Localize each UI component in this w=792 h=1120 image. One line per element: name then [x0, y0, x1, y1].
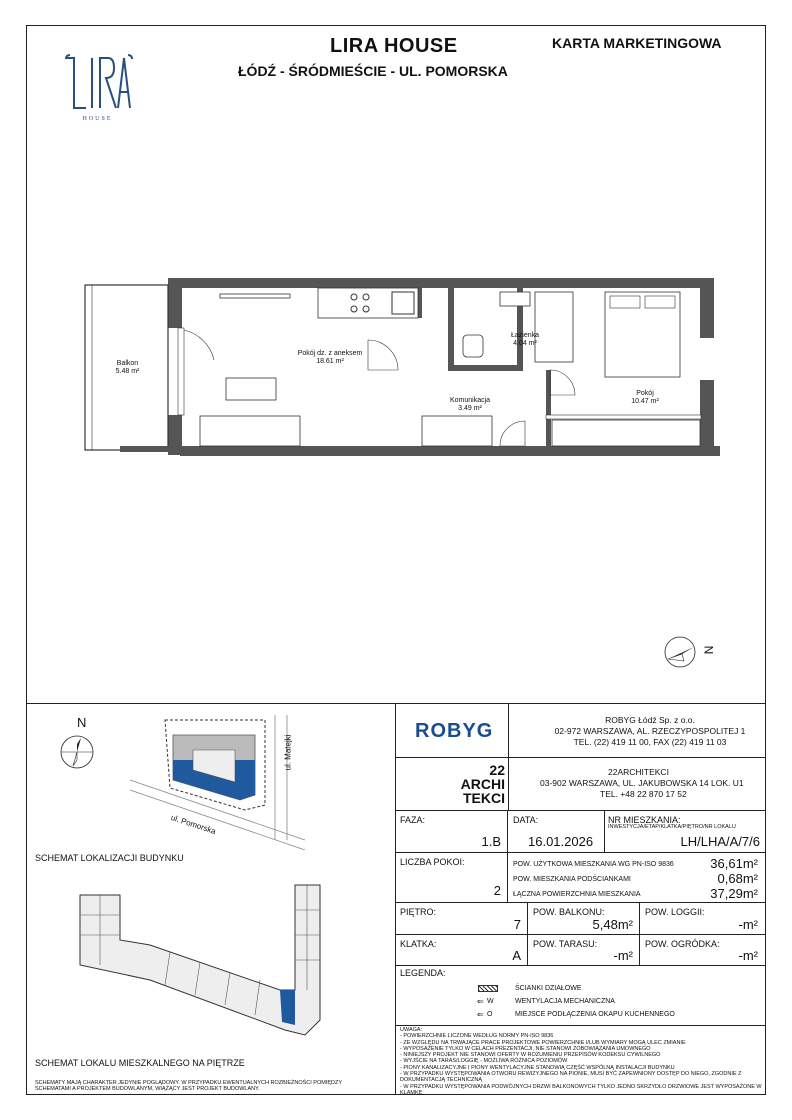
note-line: - WYJŚCIE NA TARAS/LOGGIĘ - MOŻLIWA RÓŻNICA POZIOMÓW — [400, 1058, 568, 1065]
room-balkon-area: 5.48 m² — [115, 368, 140, 375]
note-line: - WYPOSAŻENIE TYLKO W CELACH PREZENTACJI, NIE STANOWI ZOBOWIĄZANIA UMOWNEGO — [400, 1045, 651, 1052]
caption-floor: SCHEMAT LOKALU MIESZKALNEGO NA PIĘTRZE — [35, 1058, 245, 1068]
info-table — [395, 810, 766, 966]
pokoje-cell — [395, 853, 508, 903]
room-pokoj-name: Pokój — [636, 390, 654, 397]
robyg-tel: TEL. (22) 419 11 00, FAX (22) 419 11 03 — [573, 737, 727, 747]
arch-tel: TEL. +48 22 870 17 52 — [600, 789, 687, 799]
room-balkon-name: Balkon — [116, 360, 139, 367]
note-line: - W PRZYPADKU WYSTĘPOWANIA OTWORU REWIZYJNEGO NA PIONIE, MUSI BYĆ ZAPEWNIONY DOSTĘP DO NIEGO, ZGODNIE Z DOKUMENTACJĄ TECHNICZNĄ — [400, 1071, 742, 1084]
page-title: LIRA HOUSE — [330, 35, 458, 57]
legend-partition-icon — [478, 985, 498, 992]
klatka-value: A — [512, 948, 521, 963]
room-balkon — [95, 360, 160, 376]
company-divider-h — [395, 757, 766, 758]
lira-logo — [60, 52, 135, 127]
notes — [400, 1027, 762, 1096]
room-lazienka-area: 4.04 m² — [513, 340, 537, 347]
nr-value: LH/LHA/A/7/6 — [680, 834, 760, 849]
taras-value: -m² — [613, 948, 633, 963]
notes-title: UWAGA: — [400, 1027, 423, 1033]
arch-logo-line2: ARCHI — [460, 776, 505, 792]
loggia-value: -m² — [738, 917, 758, 932]
klatka-label: KLATKA: — [400, 939, 437, 949]
robyg-name: ROBYG Łódź Sp. z o.o. — [605, 715, 695, 725]
legend — [395, 965, 766, 1026]
faza-cell — [395, 811, 508, 853]
balkon-label: POW. BALKONU: — [533, 907, 605, 917]
arch-logo — [445, 763, 505, 805]
room-komunikacja-area: 3.49 m² — [458, 405, 482, 412]
floor-plan — [80, 270, 730, 470]
balkon-cell — [528, 903, 640, 935]
room-komunikacja — [440, 397, 500, 413]
legend-o-arrow-icon: ⇐ — [477, 1010, 484, 1019]
pow-podsk-label: POW. MIESZKANIA PODŚCIANKAMI — [513, 876, 631, 883]
logo-sub-text: HOUSE — [82, 116, 113, 122]
areas-cell — [508, 853, 766, 903]
room-pokoj-area: 10.47 m² — [631, 398, 659, 405]
faza-value: 1.B — [481, 834, 501, 849]
pow-podsk-value: 0,68m² — [717, 871, 758, 886]
faza-label: FAZA: — [400, 815, 426, 825]
room-lazienka — [500, 332, 550, 348]
legend-item-1: ŚCIANKI DZIAŁOWE — [515, 985, 582, 992]
ogrodek-label: POW. OGRÓDKA: — [645, 939, 720, 949]
robyg-info — [540, 715, 760, 748]
arch-name: 22ARCHITEKCI — [608, 767, 669, 777]
arch-logo-line1: 22 — [489, 762, 505, 778]
legend-item-3: MIEJSCE PODŁĄCZENIA OKAPU KUCHENNEGO — [515, 1011, 675, 1018]
legend-w-arrow-icon: ⇐ — [477, 997, 484, 1006]
card-type: KARTA MARKETINGOWA — [552, 35, 722, 51]
legend-symbol-o: O — [487, 1011, 493, 1018]
pow-laczna-label: ŁĄCZNA POWIERZCHNIA MIESZKANIA — [513, 891, 641, 898]
note-line: - W PRZYPADKU WYSTĘPOWANIA PODWÓJNYCH DRZWI BALKONOWYCH TYLKO JEDNO SKRZYDŁO DRZWIOWE JEST WYPOSAŻONE W KLAMKĘ — [400, 1083, 762, 1096]
balkon-value: 5,48m² — [592, 917, 633, 932]
legend-title: LEGENDA: — [400, 968, 446, 978]
loggia-cell — [640, 903, 766, 935]
disclaimer-text: SCHEMATY MAJĄ CHARAKTER JEDYNIE POGLĄDOWY. W PRZYPADKU EWENTUALNYCH ROZBIEŻNOŚCI POMIĘDZY SCHEMATAMI A PROJEKTEM BUDOWLANYM, WIĄŻĄCY JEST PROJEKT BUDOWLANY. — [35, 1080, 342, 1093]
pietro-value: 7 — [513, 917, 521, 932]
arch-logo-line3: TEKCI — [463, 790, 505, 806]
data-value: 16.01.2026 — [528, 834, 594, 849]
ogrodek-cell — [640, 935, 766, 966]
pokoje-value: 2 — [493, 883, 501, 898]
room-pokoj-dz-name: Pokój dz. z aneksem — [297, 350, 363, 357]
klatka-cell — [395, 935, 528, 966]
location-map — [125, 710, 310, 850]
room-komunikacja-name: Komunikacja — [449, 397, 491, 404]
floor-schematic — [70, 880, 340, 1040]
room-pokoj — [620, 390, 670, 406]
street-matejki: ul. Matejki — [283, 734, 293, 771]
room-lazienka-name: Łazienka — [510, 332, 540, 339]
compass-icon — [660, 635, 720, 670]
legend-item-2: WENTYLACJA MECHANICZNA — [515, 998, 615, 1005]
location-north-label: N — [77, 715, 87, 730]
street-pomorska: ul. Pomorska — [169, 813, 217, 836]
nr-cell — [605, 811, 766, 853]
page-subtitle: ŁÓDŹ - ŚRÓDMIEŚCIE - UL. POMORSKA — [238, 63, 508, 79]
legend-symbol-w: W — [487, 998, 494, 1005]
pow-uzytk-label: POW. UŻYTKOWA MIESZKANIA WG PN-ISO 9836 — [513, 861, 674, 868]
caption-building: SCHEMAT LOKALIZACJI BUDYNKU — [35, 853, 184, 863]
data-label: DATA: — [513, 815, 539, 825]
arch-info — [540, 767, 760, 800]
section-divider-h — [26, 703, 766, 704]
pietro-cell — [395, 903, 528, 935]
note-line: - ZE WZGLĘDU NA TRWAJĄCE PRACE PROJEKTOWE POWIERZCHNIE I/LUB WYMIARY MOGĄ ULEC ZMIANIE — [400, 1039, 686, 1046]
room-pokoj-dz — [275, 350, 385, 366]
note-line: - POWIERZCHNIE LICZONE WEDŁUG NORMY PN-ISO 9836 — [400, 1033, 554, 1040]
taras-label: POW. TARASU: — [533, 939, 598, 949]
pokoje-label: LICZBA POKOI: — [400, 857, 465, 867]
data-cell — [508, 811, 605, 853]
loggia-label: POW. LOGGII: — [645, 907, 705, 917]
room-pokoj-dz-area: 18.61 m² — [316, 358, 344, 365]
robyg-address: 02-972 WARSZAWA, AL. RZECZYPOSPOLITEJ 1 — [554, 726, 746, 736]
pietro-label: PIĘTRO: — [400, 907, 437, 917]
arch-address: 03-902 WARSZAWA, UL. JAKUBOWSKA 14 LOK. U1 — [540, 778, 744, 788]
robyg-logo: ROBYG — [415, 720, 494, 742]
nr-sublabel: INWESTYCJA/ETAP/KLATKA/PIĘTRO/NR LOKALU — [608, 824, 736, 830]
note-line: - PIONY KANALIZACYJNE I PIONY WENTYLACYJNE STANOWIĄ CZĘŚĆ WSPÓLNĄ INSTALACJI BUDYNKU — [400, 1064, 675, 1071]
location-compass-icon — [55, 715, 95, 775]
pow-uzytk-value: 36,61m² — [710, 856, 758, 871]
pow-laczna-value: 37,29m² — [710, 886, 758, 901]
note-line: - NINIEJSZY PROJEKT NIE STANOWI OFERTY W ROZUMIENIU PRZEPISÓW KODEKSU CYWILNEGO — [400, 1052, 661, 1059]
taras-cell — [528, 935, 640, 966]
nr-label: NR MIESZKANIA: — [608, 815, 681, 825]
ogrodek-value: -m² — [738, 948, 758, 963]
compass-north-label: N — [701, 645, 716, 655]
